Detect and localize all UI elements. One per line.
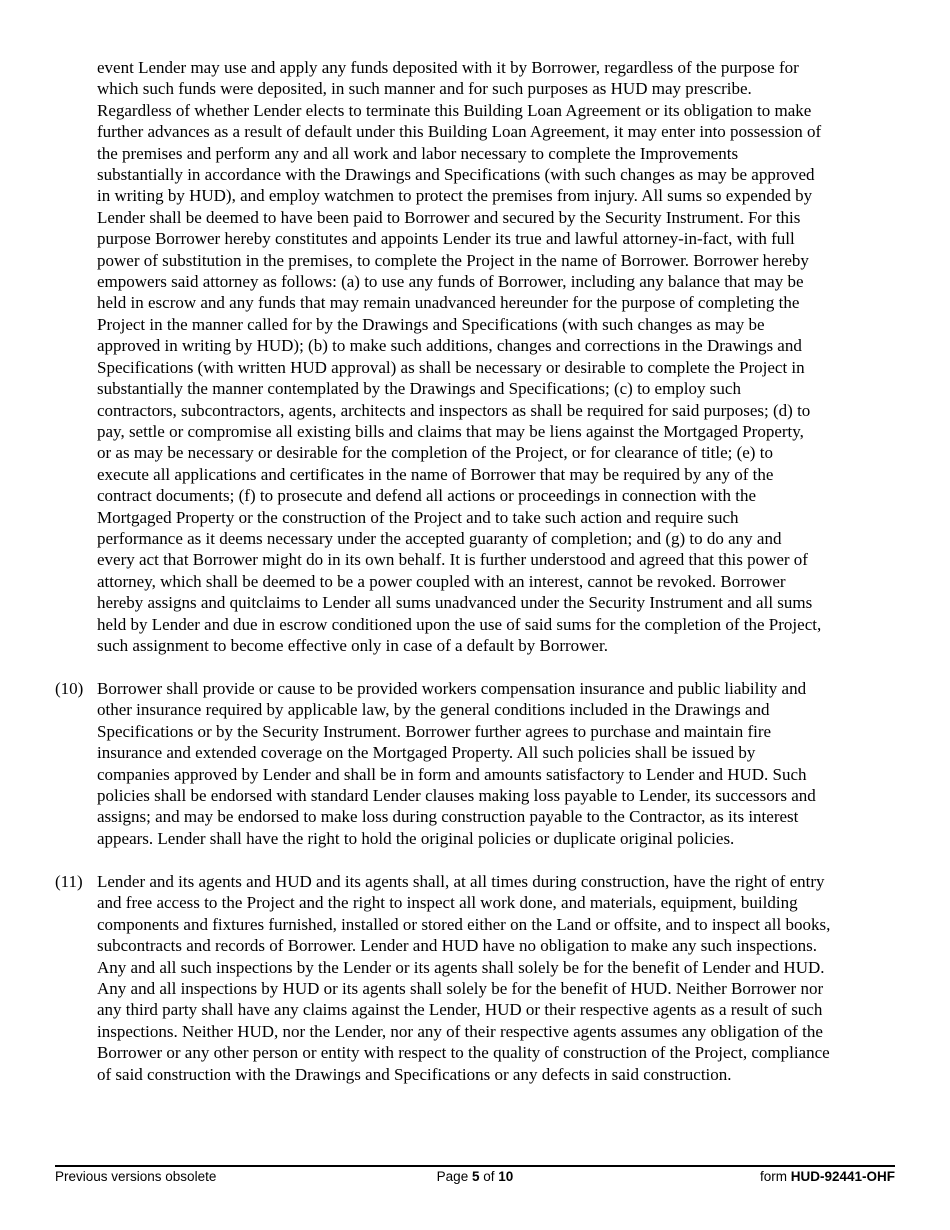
continuation-paragraph-line: contractors, subcontractors, agents, architects and inspectors as shall be required for said purposes; (d) to	[97, 400, 811, 420]
continuation-paragraph-line: Specifications (with written HUD approval) as shall be necessary or desirable to complete the Project in	[97, 357, 805, 377]
paragraph-11-line: inspections. Neither HUD, nor the Lender, nor any of their respective agents assumes any obligation of the	[97, 1021, 823, 1041]
footer-page-of: of	[483, 1169, 495, 1184]
continuation-paragraph-line: execute all applications and certificates in the name of Borrower that may be required by any of the	[97, 464, 774, 484]
continuation-paragraph-line: substantially in accordance with the Drawings and Specifications (with such changes as may be approved	[97, 165, 815, 185]
continuation-paragraph-line: Regardless of whether Lender elects to terminate this Building Loan Agreement or its obligation to make	[97, 100, 812, 120]
continuation-paragraph-line: in writing by HUD), and employ watchmen to protect the premises from injury. All sums so expended by	[97, 186, 813, 206]
paragraph-11-line: subcontracts and records of Borrower. Lender and HUD have no obligation to make any such inspections.	[97, 936, 817, 956]
continuation-paragraph-line: held by Lender and due in escrow conditioned upon the use of said sums for the completion of the Project,	[97, 614, 822, 634]
continuation-paragraph-line: purpose Borrower hereby constitutes and appoints Lender its true and lawful attorney-in-fact, with full	[97, 229, 795, 249]
continuation-paragraph-line: every act that Borrower might do in its own behalf. It is further understood and agreed that this power of	[97, 550, 808, 570]
paragraph-11-line: and free access to the Project and the right to inspect all work done, and materials, equipment, building	[97, 893, 798, 913]
continuation-paragraph-line: performance as it deems necessary under the accepted guaranty of completion; and (g) to do any and	[97, 528, 782, 548]
footer-form-number: HUD-92441-OHF	[790, 1169, 895, 1184]
footer-page-word: Page	[436, 1169, 469, 1184]
paragraph-11-line: Any and all such inspections by the Lender or its agents shall solely be for the benefit of Lender and HUD.	[97, 957, 825, 977]
continuation-paragraph	[97, 57, 897, 656]
footer-page-total: 10	[498, 1169, 514, 1184]
footer-page-current: 5	[471, 1169, 480, 1184]
continuation-paragraph-line: further advances as a result of default under this Building Loan Agreement, it may enter into possession of	[97, 122, 822, 142]
paragraph-10-line: appears. Lender shall have the right to hold the original policies or duplicate original policies.	[97, 828, 735, 848]
continuation-paragraph-line: contract documents; (f) to prosecute and defend all actions or proceedings in connection with the	[97, 486, 756, 506]
continuation-paragraph-line: or as may be necessary or desirable for the completion of the Project, or for clearance of title; (e) to	[97, 443, 773, 463]
paragraph-10-line: assigns; and may be endorsed to make loss during construction payable to the Contractor, as its interest	[97, 807, 799, 827]
paragraph-11-line: Any and all inspections by HUD or its agents shall solely be for the benefit of HUD. Neither Borrower nor	[97, 979, 824, 999]
footer-divider	[55, 1165, 895, 1167]
continuation-paragraph-line: event Lender may use and apply any funds deposited with it by Borrower, regardless of the purpose for	[97, 58, 799, 77]
paragraph-11	[55, 871, 897, 1085]
paragraph-10-line: insurance and extended coverage on the Mortgaged Property. All such policies shall be issued by	[97, 743, 756, 763]
continuation-paragraph-line: hereby assigns and quitclaims to Lender all sums unadvanced under the Security Instrument and all sums	[97, 593, 813, 613]
continuation-paragraph-line: substantially the manner contemplated by the Drawings and Specifications; (c) to employ such	[97, 379, 741, 399]
paragraph-10-line: Specifications or by the Security Instrument. Borrower further agrees to purchase and maintain fire	[97, 721, 772, 741]
continuation-paragraph-line: held in escrow and any funds that may remain unadvanced hereunder for the purpose of completing the	[97, 293, 800, 313]
paragraph-11-body	[97, 871, 897, 1085]
paragraph-11-line: Lender and its agents and HUD and its agents shall, at all times during construction, have the right of entry	[97, 872, 825, 891]
page-footer	[55, 1168, 895, 1186]
footer-form-word: form	[759, 1169, 787, 1184]
paragraph-11-line: any third party shall have any claims against the Lender, HUD or their respective agents as a result of such	[97, 1000, 823, 1020]
paragraph-10-line: other insurance required by applicable law, by the general conditions included in the Drawings and	[97, 700, 770, 720]
continuation-paragraph-line: the premises and perform any and all work and labor necessary to complete the Improvements	[97, 143, 739, 163]
continuation-paragraph-line: approved in writing by HUD); (b) to make such additions, changes and corrections in the Drawings and	[97, 336, 802, 356]
continuation-paragraph-line: attorney, which shall be deemed to be a power coupled with an interest, cannot be revoked. Borrower	[97, 571, 786, 591]
continuation-paragraph-line: power of substitution in the premises, to complete the Project in the name of Borrower. Borrower hereby	[97, 250, 809, 270]
paragraph-10-line: policies shall be endorsed with standard Lender clauses making loss payable to Lender, its successors and	[97, 786, 816, 806]
continuation-paragraph-line: Lender shall be deemed to have been paid to Borrower and secured by the Security Instrument. For this	[97, 207, 801, 227]
paragraph-11-line: of said construction with the Drawings and Specifications or any defects in said construction.	[97, 1064, 732, 1084]
footer-obsolete-note: Previous versions obsolete	[55, 1169, 217, 1184]
continuation-paragraph-line: Mortgaged Property or the construction of the Project and to take such action and require such	[97, 507, 739, 527]
paragraph-11-line: Borrower or any other person or entity with respect to the quality of construction of the Project, compliance	[97, 1043, 830, 1063]
paragraph-10-line: Borrower shall provide or cause to be provided workers compensation insurance and public liability and	[97, 679, 807, 698]
continuation-paragraph-line: empowers said attorney as follows: (a) to use any funds of Borrower, including any balance that may be	[97, 272, 804, 292]
continuation-paragraph-line: pay, settle or compromise all existing bills and claims that may be liens against the Mortgaged Property,	[97, 421, 804, 441]
footer-form-id	[760, 1168, 895, 1186]
paragraph-11-line: components and fixtures furnished, installed or stored either on the Land or offsite, and to inspect all books,	[97, 914, 831, 934]
paragraph-11-number: (11)	[55, 872, 83, 891]
paragraph-10-line: companies approved by Lender and shall be in form and amounts satisfactory to Lender and HUD. Such	[97, 764, 807, 784]
paragraph-10-body	[97, 678, 897, 849]
paragraph-10	[55, 678, 897, 849]
continuation-paragraph-line: such assignment to become effective only in case of a default by Borrower.	[97, 635, 608, 655]
continuation-paragraph-line: which such funds were deposited, in such manner and for such purposes as HUD may prescribe.	[97, 79, 752, 99]
paragraph-10-number: (10)	[55, 679, 84, 698]
continuation-paragraph-line: Project in the manner called for by the Drawings and Specifications (with such changes as may be	[97, 314, 765, 334]
